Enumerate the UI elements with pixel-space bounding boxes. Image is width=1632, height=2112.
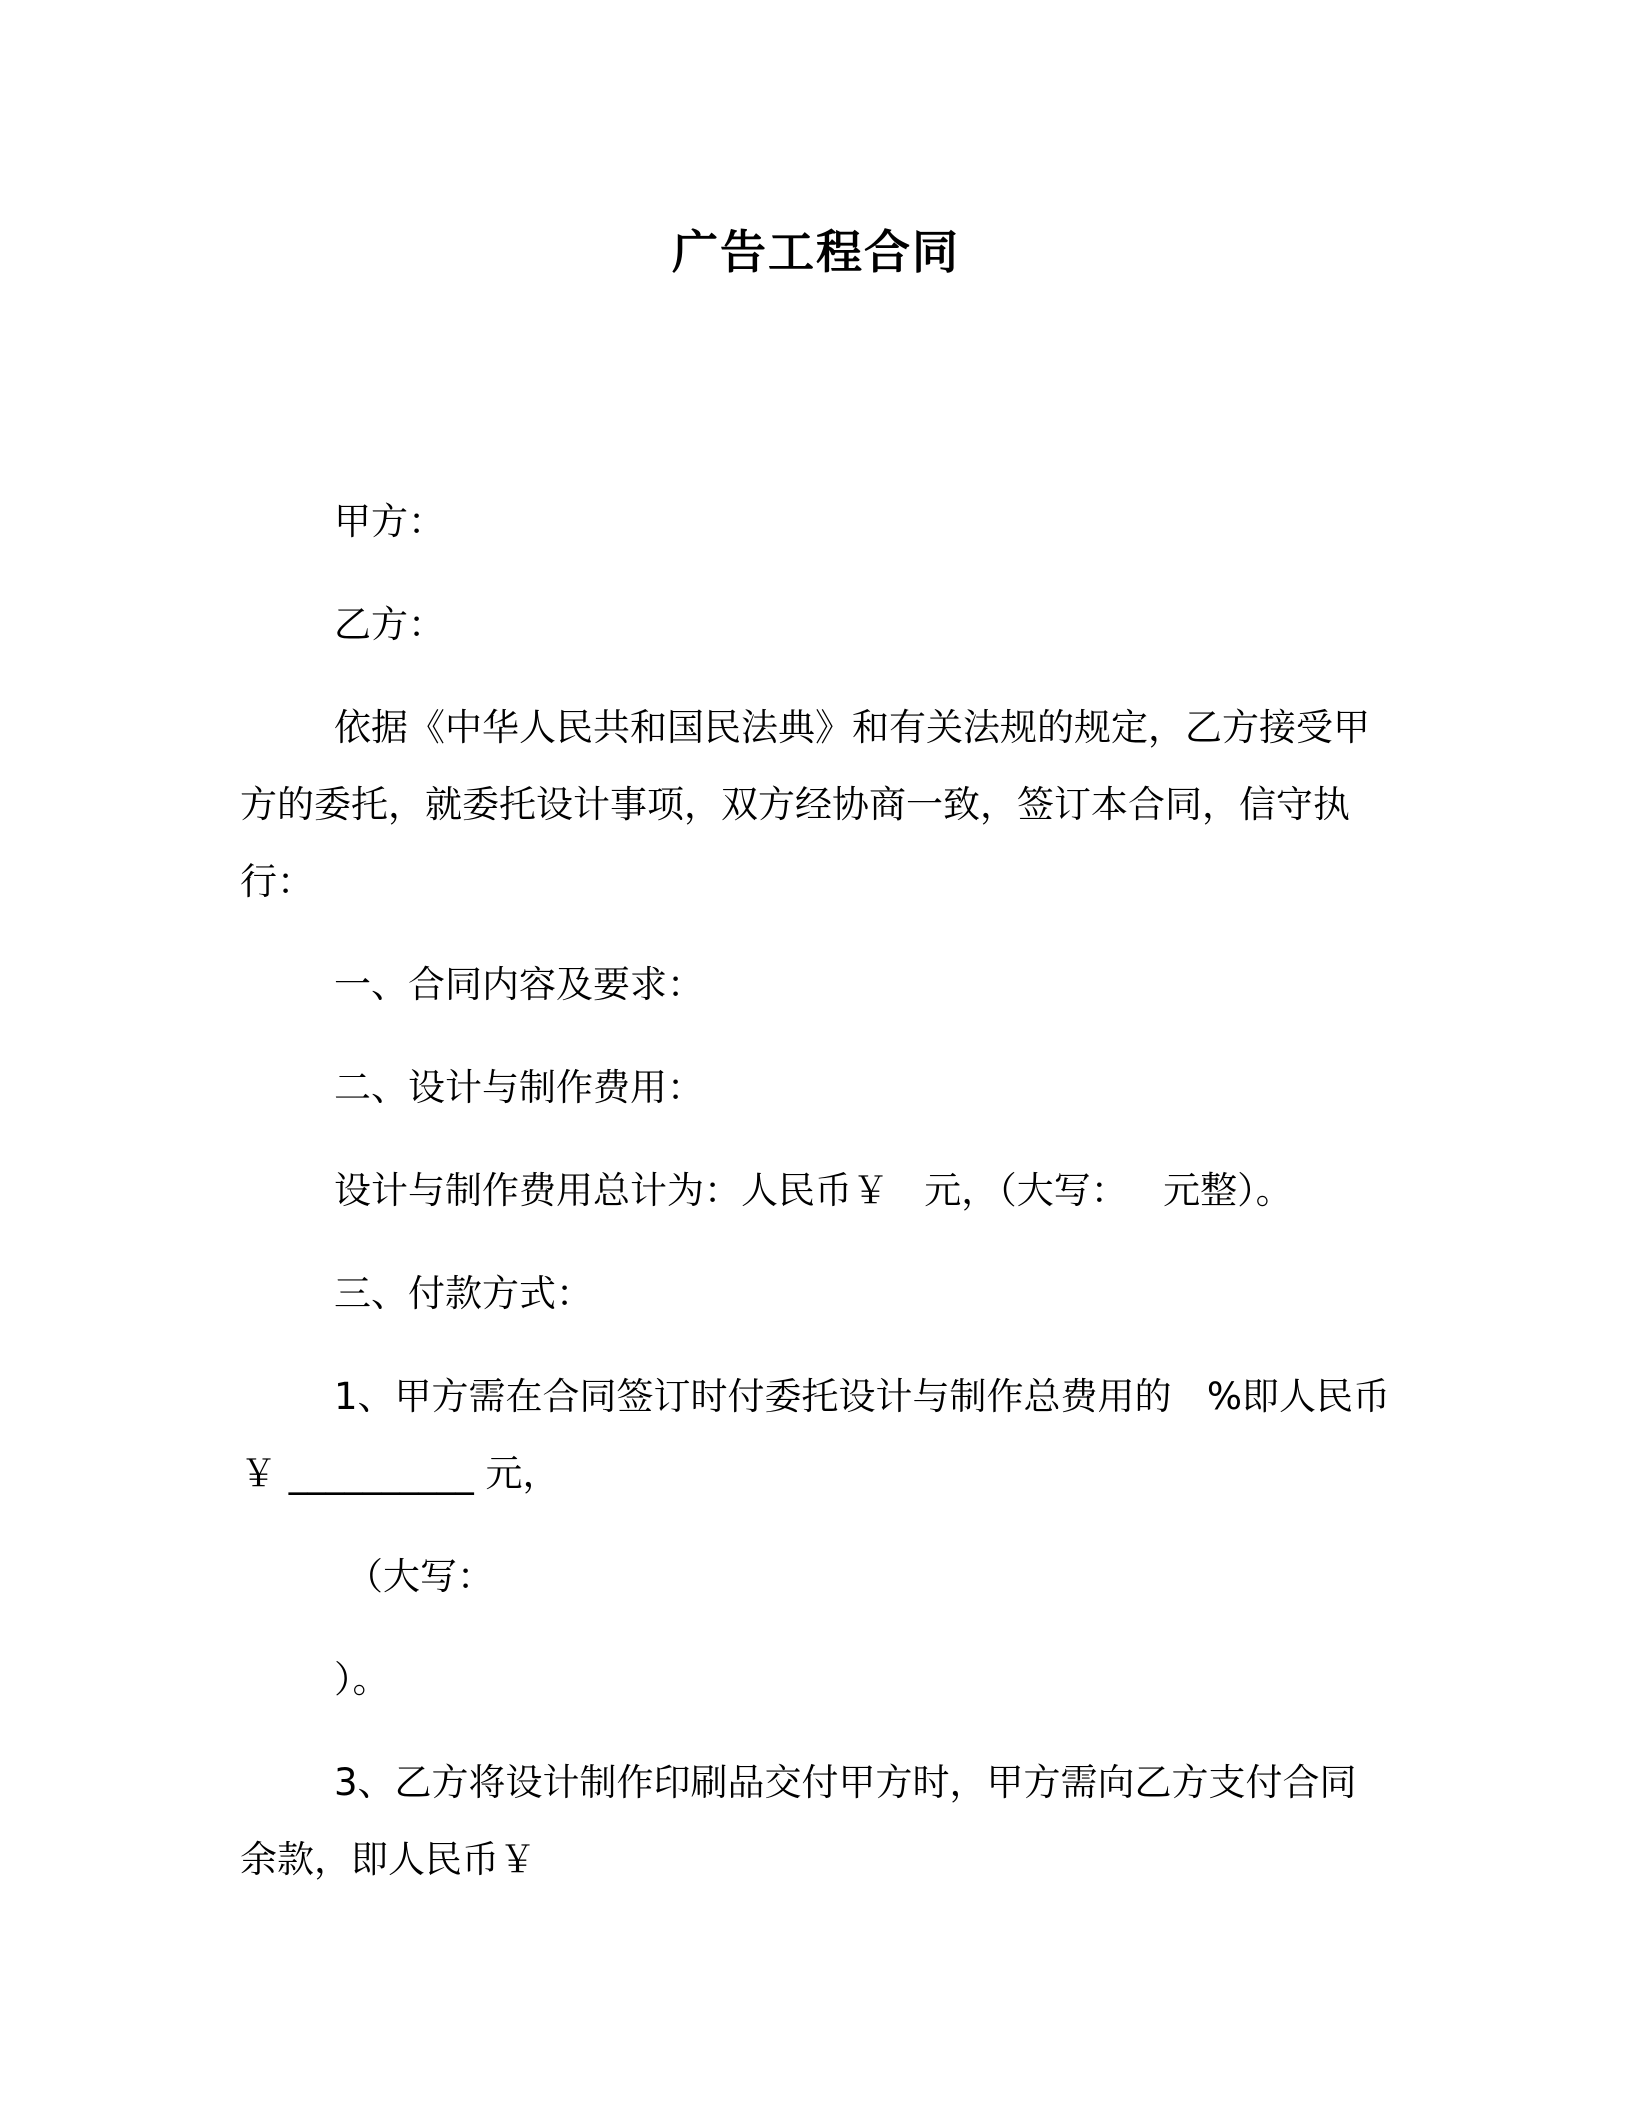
payment-1-line-2: ￥ __________ 元， [240,1452,560,1495]
party-b-label: 乙方： [334,603,445,646]
payment-1-line-1: 1、甲方需在合同签订时付委托设计与制作总费用的 %即人民币 [334,1375,1390,1418]
fee-total-line: 设计与制作费用总计为：人民币￥ 元，（大写： 元整）。 [334,1169,1293,1212]
section-2-heading: 二、设计与制作费用： [334,1066,704,1109]
section-3-heading: 三、付款方式： [334,1272,593,1315]
uppercase-open: （大写： [346,1555,494,1598]
document-title: 广告工程合同 [672,225,960,279]
party-a-label: 甲方： [334,500,445,543]
section-1-heading: 一、合同内容及要求： [334,963,704,1006]
payment-3-line-2: 余款，即人民币￥ [240,1838,536,1881]
payment-3-line-1: 3、乙方将设计制作印刷品交付甲方时，甲方需向乙方支付合同 [334,1761,1357,1804]
intro-line-3: 行： [240,860,314,903]
uppercase-close: ）。 [334,1658,390,1701]
intro-line-2: 方的委托，就委托设计事项，双方经协商一致，签订本合同，信守执 [240,783,1350,826]
intro-line-1: 依据《中华人民共和国民法典》和有关法规的规定，乙方接受甲 [334,706,1370,749]
